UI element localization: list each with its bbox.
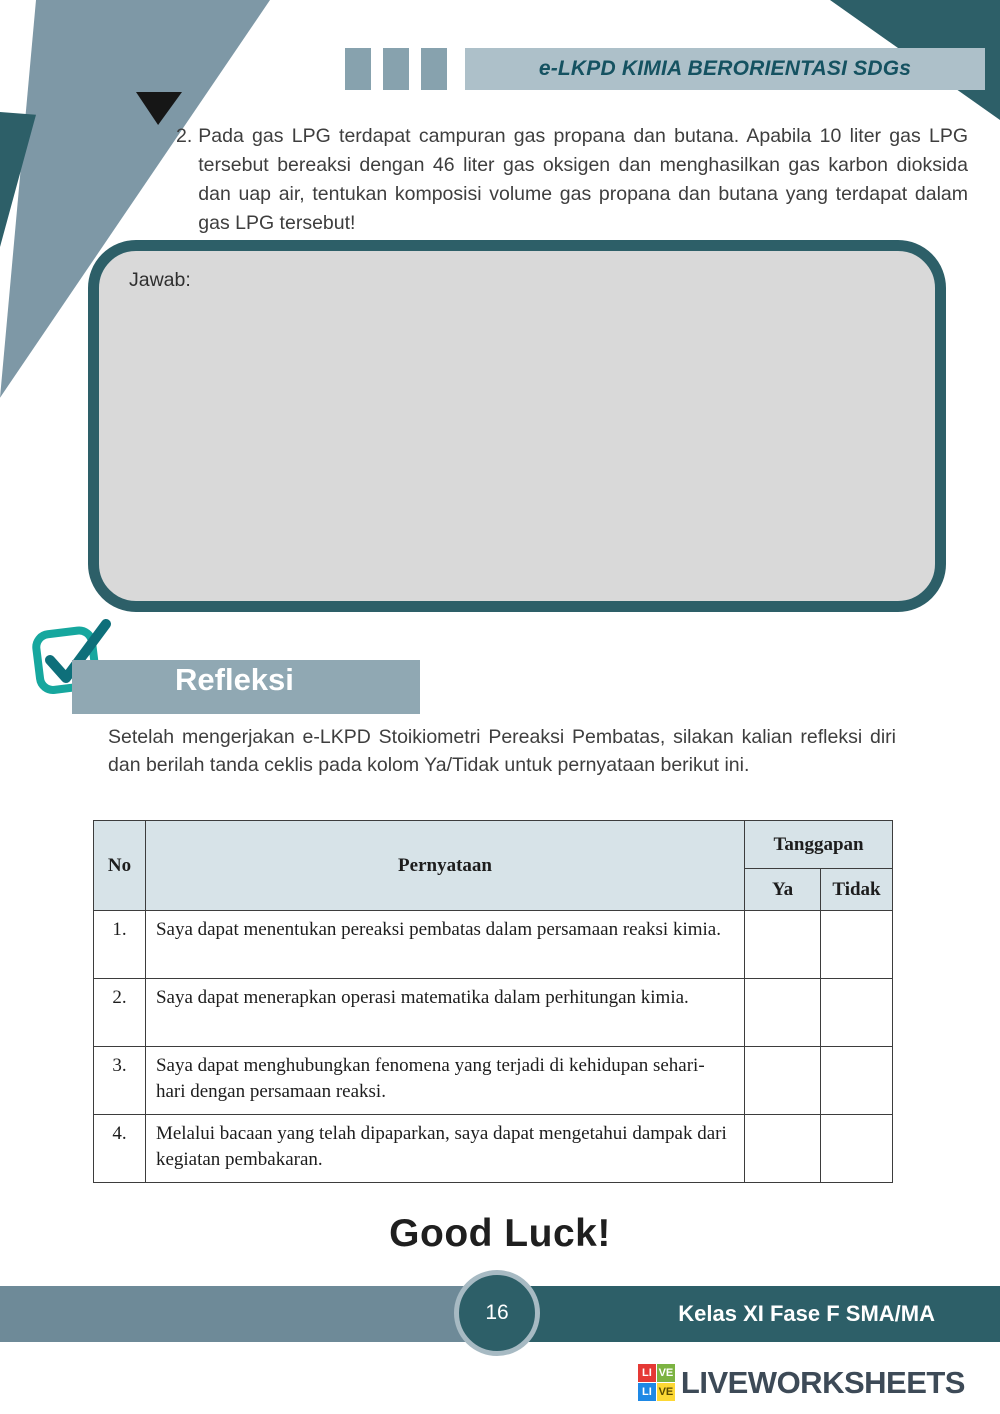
response-cell-tidak-4[interactable] [821, 1115, 893, 1183]
row-number: 1. [94, 911, 146, 979]
logo-square-ve: VE [657, 1364, 675, 1382]
page-number-badge [454, 1270, 540, 1356]
liveworksheets-grid-icon [638, 1364, 675, 1401]
logo-square-ve2: VE [657, 1383, 675, 1401]
question-2 [176, 122, 968, 237]
response-cell-ya-1[interactable] [745, 911, 821, 979]
question-number: 2. [176, 125, 193, 147]
logo-square-li2: LI [638, 1383, 656, 1401]
question-text: Pada gas LPG terdapat campuran gas propana dan butana. Apabila 10 liter gas LPG tersebut bereaksi dengan 46 liter gas oksigen dan menghasilkan gas karbon dioksida dan uap air, tentukan komposisi volume gas propana dan butana yang terdapat dalam gas LPG tersebut! [198, 125, 968, 234]
answer-box[interactable] [88, 240, 946, 612]
reflection-table [93, 820, 893, 1183]
table-row [94, 911, 893, 979]
header-title-bar [465, 48, 985, 90]
header-bar-1 [345, 48, 371, 90]
liveworksheets-wordmark: LIVEWORKSHEETS [680, 1364, 965, 1400]
response-cell-ya-4[interactable] [745, 1115, 821, 1183]
response-cell-ya-2[interactable] [745, 979, 821, 1047]
header-bar-3 [421, 48, 447, 90]
row-number: 4. [94, 1115, 146, 1183]
refleksi-intro-text: Setelah mengerjakan e-LKPD Stoikiometri Pereaksi Pembatas, silakan kalian refleksi diri dan berilah tanda ceklis pada kolom Ya/Tidak untuk pernyataan berikut ini. [108, 726, 896, 776]
logo-square-li: LI [638, 1364, 656, 1382]
page-number: 16 [485, 1301, 509, 1324]
worksheet-header-title: e-LKPD KIMIA BERORIENTASI SDGs [538, 57, 912, 80]
refleksi-heading: Refleksi [175, 662, 294, 697]
column-header-no-answer: Tidak [821, 869, 893, 911]
row-number: 2. [94, 979, 146, 1047]
table-row [94, 1115, 893, 1183]
row-statement: Saya dapat menerapkan operasi matematika dalam perhitungan kimia. [145, 979, 744, 1047]
header-bar-2 [383, 48, 409, 90]
column-header-no: No [94, 821, 146, 911]
header-decoration-bars [345, 48, 447, 90]
column-header-yes: Ya [745, 869, 821, 911]
table-row [94, 979, 893, 1047]
table-row [94, 1047, 893, 1115]
response-cell-ya-3[interactable] [745, 1047, 821, 1115]
answer-label: Jawab: [129, 269, 191, 291]
response-cell-tidak-1[interactable] [821, 911, 893, 979]
row-statement: Melalui bacaan yang telah dipaparkan, saya dapat mengetahui dampak dari kegiatan pembakaran. [145, 1115, 744, 1183]
good-luck-text: Good Luck! [389, 1212, 611, 1255]
footer-class-label: Kelas XI Fase F SMA/MA [678, 1301, 935, 1326]
column-header-statement: Pernyataan [145, 821, 744, 911]
row-statement: Saya dapat menghubungkan fenomena yang terjadi di kehidupan sehari-hari dengan persamaan reaksi. [145, 1047, 744, 1115]
response-cell-tidak-3[interactable] [821, 1047, 893, 1115]
response-cell-tidak-2[interactable] [821, 979, 893, 1047]
liveworksheets-logo[interactable] [638, 1364, 965, 1401]
column-header-response: Tanggapan [745, 821, 893, 869]
row-statement: Saya dapat menentukan pereaksi pembatas dalam persamaan reaksi kimia. [145, 911, 744, 979]
row-number: 3. [94, 1047, 146, 1115]
